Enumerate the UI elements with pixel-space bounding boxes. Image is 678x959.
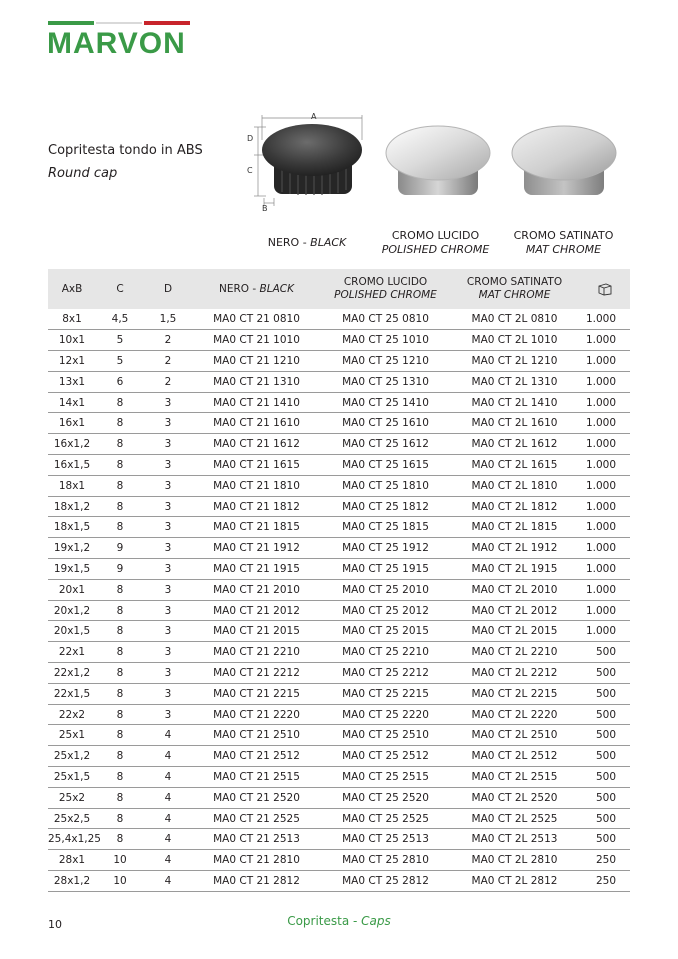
cell-c: 8: [96, 579, 144, 600]
cell-code-black: MA0 CT 21 2220: [192, 704, 321, 725]
cell-c: 10: [96, 850, 144, 871]
cell-c: 8: [96, 808, 144, 829]
cell-c: 8: [96, 434, 144, 455]
cell-code-black: MA0 CT 21 1010: [192, 330, 321, 351]
cell-code-polished: MA0 CT 25 1610: [321, 413, 450, 434]
cell-code-polished: MA0 CT 25 2212: [321, 663, 450, 684]
cell-code-mat: MA0 CT 2L 2510: [450, 725, 579, 746]
cell-c: 8: [96, 663, 144, 684]
cell-quantity: 1.000: [579, 351, 630, 372]
table-row: [48, 850, 630, 871]
cell-c: 9: [96, 559, 144, 580]
header-quantity: [579, 269, 630, 309]
table-row: [48, 559, 630, 580]
cell-code-polished: MA0 CT 25 2015: [321, 621, 450, 642]
cell-quantity: 1.000: [579, 579, 630, 600]
cell-code-mat: MA0 CT 2L 1210: [450, 351, 579, 372]
header-axb: AxB: [61, 282, 83, 295]
cell-d: 2: [144, 371, 192, 392]
table-row: [48, 767, 630, 788]
cell-d: 4: [144, 787, 192, 808]
cell-code-polished: MA0 CT 25 2512: [321, 746, 450, 767]
header-c: C: [116, 282, 124, 295]
cell-axb: 25x1: [48, 725, 96, 746]
cell-d: 3: [144, 475, 192, 496]
cell-code-black: MA0 CT 21 2215: [192, 683, 321, 704]
cell-code-mat: MA0 CT 2L 1612: [450, 434, 579, 455]
cell-quantity: 1.000: [579, 538, 630, 559]
cell-d: 3: [144, 392, 192, 413]
cell-c: 5: [96, 351, 144, 372]
cell-code-mat: MA0 CT 2L 2525: [450, 808, 579, 829]
cell-quantity: 1.000: [579, 434, 630, 455]
polished-chrome-cap-image: [380, 118, 495, 203]
cell-axb: 18x1,2: [48, 496, 96, 517]
cell-axb: 25,4x1,25: [48, 829, 96, 850]
cell-code-black: MA0 CT 21 2210: [192, 642, 321, 663]
cell-code-polished: MA0 CT 25 2812: [321, 871, 450, 892]
table-row: [48, 392, 630, 413]
cell-axb: 22x1,2: [48, 663, 96, 684]
cell-quantity: 500: [579, 683, 630, 704]
cell-quantity: 250: [579, 871, 630, 892]
mat-chrome-cap-image: [506, 118, 621, 203]
header-d: D: [163, 282, 173, 295]
cell-c: 8: [96, 704, 144, 725]
cell-code-polished: MA0 CT 25 2012: [321, 600, 450, 621]
cell-quantity: 1.000: [579, 475, 630, 496]
cell-d: 3: [144, 663, 192, 684]
cell-code-polished: MA0 CT 25 2215: [321, 683, 450, 704]
cell-quantity: 1.000: [579, 621, 630, 642]
cell-axb: 25x2,5: [48, 808, 96, 829]
cell-code-mat: MA0 CT 2L 2012: [450, 600, 579, 621]
cell-quantity: 1.000: [579, 371, 630, 392]
cell-code-black: MA0 CT 21 2513: [192, 829, 321, 850]
cell-quantity: 500: [579, 767, 630, 788]
cell-c: 8: [96, 392, 144, 413]
cell-code-polished: MA0 CT 25 1010: [321, 330, 450, 351]
cell-code-polished: MA0 CT 25 1410: [321, 392, 450, 413]
cell-code-mat: MA0 CT 2L 2810: [450, 850, 579, 871]
cell-d: 1,5: [144, 309, 192, 330]
cell-d: 3: [144, 642, 192, 663]
cell-d: 4: [144, 808, 192, 829]
cell-d: 4: [144, 767, 192, 788]
cell-code-mat: MA0 CT 2L 2515: [450, 767, 579, 788]
cell-c: 8: [96, 767, 144, 788]
cell-code-mat: MA0 CT 2L 2010: [450, 579, 579, 600]
cell-code-polished: MA0 CT 25 2210: [321, 642, 450, 663]
cell-d: 3: [144, 538, 192, 559]
cell-axb: 22x1,5: [48, 683, 96, 704]
cell-code-black: MA0 CT 21 2512: [192, 746, 321, 767]
cell-quantity: 1.000: [579, 330, 630, 351]
cell-d: 4: [144, 829, 192, 850]
cell-code-polished: MA0 CT 25 1615: [321, 455, 450, 476]
table-row: [48, 683, 630, 704]
cell-c: 8: [96, 746, 144, 767]
cell-code-polished: MA0 CT 25 1915: [321, 559, 450, 580]
cell-code-black: MA0 CT 21 1610: [192, 413, 321, 434]
cell-code-black: MA0 CT 21 2515: [192, 767, 321, 788]
cell-c: 8: [96, 455, 144, 476]
cell-code-mat: MA0 CT 2L 2215: [450, 683, 579, 704]
cell-code-black: MA0 CT 21 1912: [192, 538, 321, 559]
cell-code-black: MA0 CT 21 2510: [192, 725, 321, 746]
cell-code-polished: MA0 CT 25 1612: [321, 434, 450, 455]
cell-code-mat: MA0 CT 2L 1610: [450, 413, 579, 434]
cell-code-polished: MA0 CT 25 2513: [321, 829, 450, 850]
cell-code-polished: MA0 CT 25 1812: [321, 496, 450, 517]
table-row: [48, 434, 630, 455]
cell-d: 4: [144, 725, 192, 746]
cell-code-polished: MA0 CT 25 2520: [321, 787, 450, 808]
cell-code-black: MA0 CT 21 2212: [192, 663, 321, 684]
cell-c: 8: [96, 600, 144, 621]
cell-code-polished: MA0 CT 25 1810: [321, 475, 450, 496]
cell-code-black: MA0 CT 21 1815: [192, 517, 321, 538]
cell-code-mat: MA0 CT 2L 1410: [450, 392, 579, 413]
cell-quantity: 500: [579, 829, 630, 850]
cell-code-mat: MA0 CT 2L 1615: [450, 455, 579, 476]
cell-d: 3: [144, 559, 192, 580]
table-row: [48, 663, 630, 684]
cell-d: 4: [144, 746, 192, 767]
table-row: [48, 642, 630, 663]
cell-code-polished: MA0 CT 25 0810: [321, 309, 450, 330]
cell-c: 8: [96, 683, 144, 704]
cell-code-polished: MA0 CT 25 1912: [321, 538, 450, 559]
cell-code-mat: MA0 CT 2L 1810: [450, 475, 579, 496]
cell-axb: 10x1: [48, 330, 96, 351]
cell-axb: 8x1: [48, 309, 96, 330]
cell-c: 8: [96, 787, 144, 808]
dimension-d-label: D: [247, 134, 254, 143]
cell-code-polished: MA0 CT 25 2515: [321, 767, 450, 788]
table-row: [48, 309, 630, 330]
dimension-a-label: A: [311, 112, 317, 121]
table-row: [48, 808, 630, 829]
cell-code-polished: MA0 CT 25 2510: [321, 725, 450, 746]
dimension-c-label: C: [247, 166, 253, 175]
cell-code-mat: MA0 CT 2L 2520: [450, 787, 579, 808]
cell-code-mat: MA0 CT 2L 2015: [450, 621, 579, 642]
cell-quantity: 1.000: [579, 600, 630, 621]
cell-code-black: MA0 CT 21 2012: [192, 600, 321, 621]
cell-d: 3: [144, 496, 192, 517]
table-row: [48, 746, 630, 767]
table-body: [48, 309, 630, 891]
cell-code-black: MA0 CT 21 1810: [192, 475, 321, 496]
cell-code-mat: MA0 CT 2L 2212: [450, 663, 579, 684]
flag-stripe-red: [144, 21, 190, 25]
cell-axb: 19x1,5: [48, 559, 96, 580]
cell-d: 3: [144, 600, 192, 621]
cell-axb: 13x1: [48, 371, 96, 392]
black-cap-image: [244, 110, 374, 215]
cell-c: 8: [96, 621, 144, 642]
table-row: [48, 517, 630, 538]
cell-d: 3: [144, 517, 192, 538]
cell-quantity: 500: [579, 642, 630, 663]
cell-code-black: MA0 CT 21 1310: [192, 371, 321, 392]
cell-axb: 28x1: [48, 850, 96, 871]
cell-c: 8: [96, 725, 144, 746]
caption-polished-chrome: CROMO LUCIDO POLISHED CHROME: [381, 229, 490, 256]
cell-quantity: 1.000: [579, 496, 630, 517]
cell-c: 8: [96, 517, 144, 538]
table-row: [48, 829, 630, 850]
cell-axb: 28x1,2: [48, 871, 96, 892]
cell-quantity: 1.000: [579, 392, 630, 413]
cell-c: 4,5: [96, 309, 144, 330]
header-mat-chrome: CROMO SATINATO MAT CHROME: [466, 276, 563, 301]
cell-axb: 25x2: [48, 787, 96, 808]
cell-c: 8: [96, 642, 144, 663]
table-row: [48, 871, 630, 892]
cell-code-mat: MA0 CT 2L 0810: [450, 309, 579, 330]
cell-d: 4: [144, 871, 192, 892]
flag-stripe-white: [96, 22, 142, 24]
cell-d: 3: [144, 683, 192, 704]
cell-axb: 19x1,2: [48, 538, 96, 559]
table-row: [48, 351, 630, 372]
table-row: [48, 600, 630, 621]
table-row: [48, 371, 630, 392]
cell-code-mat: MA0 CT 2L 2220: [450, 704, 579, 725]
dimension-b-label: B: [262, 204, 268, 213]
cell-d: 3: [144, 434, 192, 455]
cell-code-mat: MA0 CT 2L 2513: [450, 829, 579, 850]
header-polished-chrome: CROMO LUCIDO POLISHED CHROME: [334, 276, 437, 301]
cell-axb: 18x1,5: [48, 517, 96, 538]
cell-c: 6: [96, 371, 144, 392]
cell-d: 3: [144, 621, 192, 642]
cell-code-mat: MA0 CT 2L 2512: [450, 746, 579, 767]
brand-logo: MARVON: [47, 27, 186, 60]
cell-d: 3: [144, 579, 192, 600]
product-table: [48, 269, 630, 892]
cell-code-black: MA0 CT 21 2812: [192, 871, 321, 892]
table-row: [48, 455, 630, 476]
cell-quantity: 1.000: [579, 413, 630, 434]
cell-quantity: 500: [579, 663, 630, 684]
cell-axb: 22x2: [48, 704, 96, 725]
cell-code-polished: MA0 CT 25 2010: [321, 579, 450, 600]
cell-code-polished: MA0 CT 25 1210: [321, 351, 450, 372]
cell-code-black: MA0 CT 21 1615: [192, 455, 321, 476]
table-row: [48, 579, 630, 600]
cell-code-black: MA0 CT 21 2010: [192, 579, 321, 600]
cell-code-black: MA0 CT 21 2810: [192, 850, 321, 871]
header-black: NERO - BLACK: [219, 282, 294, 295]
cell-code-polished: MA0 CT 25 2810: [321, 850, 450, 871]
cell-d: 2: [144, 351, 192, 372]
table-row: [48, 413, 630, 434]
table-header-row: [48, 269, 630, 309]
cell-axb: 18x1: [48, 475, 96, 496]
cell-code-mat: MA0 CT 2L 2812: [450, 871, 579, 892]
cell-axb: 16x1,5: [48, 455, 96, 476]
page-number: 10: [48, 918, 62, 931]
table-row: [48, 621, 630, 642]
cell-code-mat: MA0 CT 2L 1915: [450, 559, 579, 580]
cell-code-black: MA0 CT 21 1812: [192, 496, 321, 517]
caption-mat-chrome: CROMO SATINATO MAT CHROME: [513, 229, 614, 256]
cell-quantity: 1.000: [579, 455, 630, 476]
cell-axb: 25x1,5: [48, 767, 96, 788]
table-row: [48, 475, 630, 496]
caption-black: NERO - BLACK: [267, 236, 347, 249]
flag-stripe-green: [48, 21, 94, 25]
cell-code-mat: MA0 CT 2L 2210: [450, 642, 579, 663]
cell-code-black: MA0 CT 21 2520: [192, 787, 321, 808]
cell-axb: 22x1: [48, 642, 96, 663]
cell-axb: 16x1: [48, 413, 96, 434]
cell-axb: 20x1,2: [48, 600, 96, 621]
cell-quantity: 500: [579, 787, 630, 808]
cell-c: 9: [96, 538, 144, 559]
cell-d: 2: [144, 330, 192, 351]
cell-code-mat: MA0 CT 2L 1815: [450, 517, 579, 538]
cell-d: 3: [144, 704, 192, 725]
table-row: [48, 787, 630, 808]
cell-quantity: 500: [579, 746, 630, 767]
cell-code-polished: MA0 CT 25 1815: [321, 517, 450, 538]
cell-axb: 25x1,2: [48, 746, 96, 767]
cell-c: 8: [96, 475, 144, 496]
cell-c: 8: [96, 496, 144, 517]
cell-code-mat: MA0 CT 2L 1310: [450, 371, 579, 392]
table-row: [48, 704, 630, 725]
cell-code-polished: MA0 CT 25 2220: [321, 704, 450, 725]
cell-quantity: 500: [579, 725, 630, 746]
cell-code-black: MA0 CT 21 1915: [192, 559, 321, 580]
cell-code-black: MA0 CT 21 2525: [192, 808, 321, 829]
cell-d: 3: [144, 413, 192, 434]
table-row: [48, 538, 630, 559]
cell-d: 3: [144, 455, 192, 476]
cell-c: 5: [96, 330, 144, 351]
cell-code-black: MA0 CT 21 1612: [192, 434, 321, 455]
cell-d: 4: [144, 850, 192, 871]
table-row: [48, 330, 630, 351]
cell-code-black: MA0 CT 21 1410: [192, 392, 321, 413]
cell-code-black: MA0 CT 21 2015: [192, 621, 321, 642]
table-row: [48, 496, 630, 517]
cell-code-polished: MA0 CT 25 1310: [321, 371, 450, 392]
cell-c: 8: [96, 413, 144, 434]
cell-c: 10: [96, 871, 144, 892]
box-icon: [597, 282, 613, 296]
cell-quantity: 1.000: [579, 559, 630, 580]
cell-quantity: 500: [579, 704, 630, 725]
cell-axb: 12x1: [48, 351, 96, 372]
cell-code-black: MA0 CT 21 1210: [192, 351, 321, 372]
cell-quantity: 1.000: [579, 309, 630, 330]
cell-axb: 16x1,2: [48, 434, 96, 455]
product-title: Copritesta tondo in ABS: [48, 143, 203, 158]
cell-quantity: 500: [579, 808, 630, 829]
cell-axb: 14x1: [48, 392, 96, 413]
cell-code-mat: MA0 CT 2L 1010: [450, 330, 579, 351]
footer-title: Copritesta - Caps: [287, 914, 391, 928]
cell-code-black: MA0 CT 21 0810: [192, 309, 321, 330]
product-subtitle: Round cap: [48, 166, 118, 181]
cell-quantity: 250: [579, 850, 630, 871]
cell-axb: 20x1: [48, 579, 96, 600]
cell-c: 8: [96, 829, 144, 850]
cell-code-mat: MA0 CT 2L 1912: [450, 538, 579, 559]
table-row: [48, 725, 630, 746]
cell-code-polished: MA0 CT 25 2525: [321, 808, 450, 829]
cell-quantity: 1.000: [579, 517, 630, 538]
cell-axb: 20x1,5: [48, 621, 96, 642]
cell-code-mat: MA0 CT 2L 1812: [450, 496, 579, 517]
